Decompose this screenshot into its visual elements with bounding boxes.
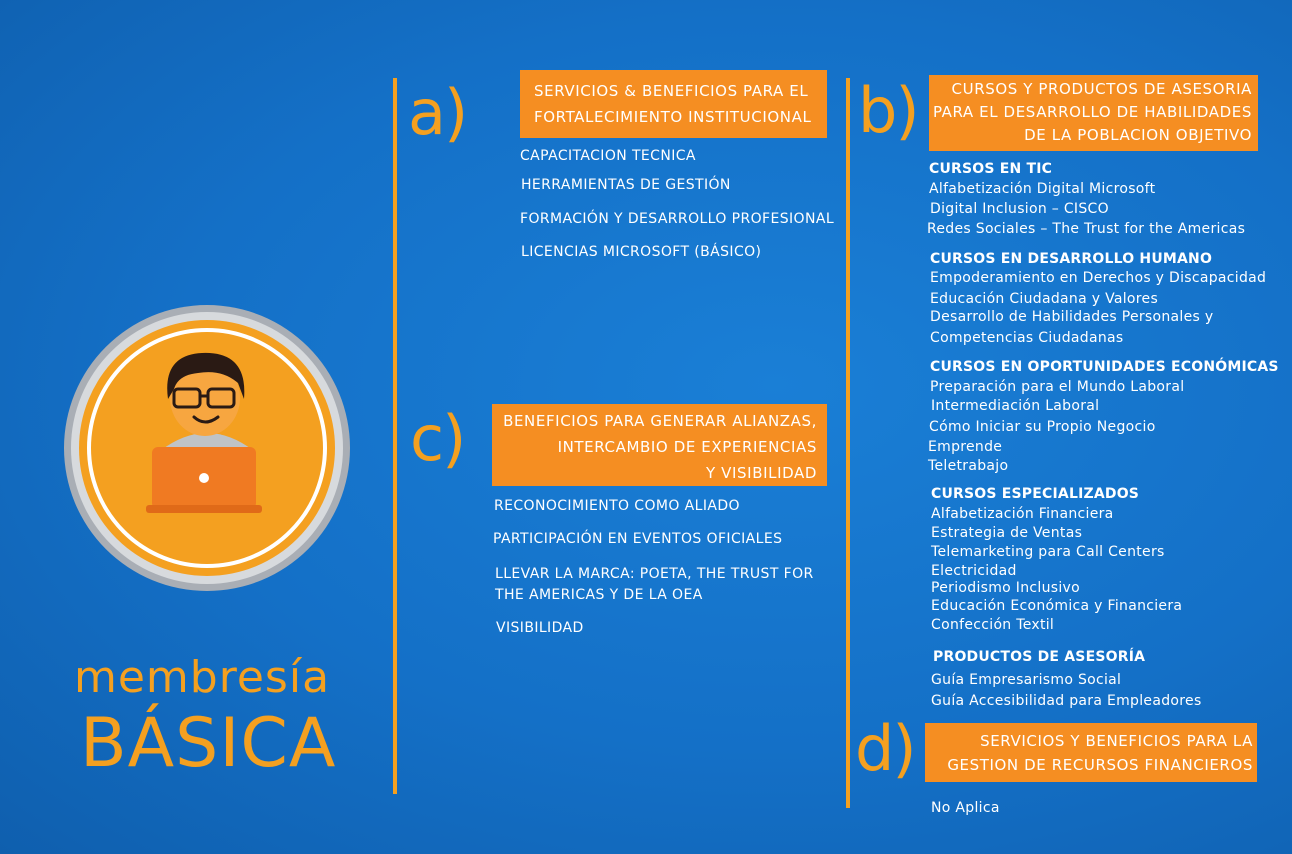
course-item: Alfabetización Digital Microsoft [929,181,1156,197]
course-item: Teletrabajo [928,458,1009,474]
section-a-letter: a) [408,76,467,149]
course-item: Digital Inclusion – CISCO [930,201,1109,217]
course-item: Electricidad [931,563,1017,579]
course-item: Periodismo Inclusivo [931,580,1080,596]
course-item: Empoderamiento en Derechos y Discapacidad [930,270,1267,286]
course-item: Estrategia de Ventas [931,525,1083,541]
course-item: Confección Textil [931,617,1055,633]
person-laptop-icon [62,303,352,593]
section-c-letter: c) [410,402,465,475]
course-item: Cómo Iniciar su Propio Negocio [929,419,1156,435]
section-d-item: No Aplica [931,800,1000,816]
membership-label: membresía [74,652,331,703]
course-item: Guía Empresarismo Social [931,672,1122,688]
course-item: Telemarketing para Call Centers [931,544,1165,560]
course-item: Educación Económica y Financiera [931,598,1183,614]
course-item: Desarrollo de Habilidades Personales y [930,309,1214,325]
section-c-item: VISIBILIDAD [496,620,584,636]
group-title: CURSOS ESPECIALIZADOS [931,486,1140,502]
section-d-letter: d) [855,712,915,785]
course-item: Guía Accesibilidad para Empleadores [931,693,1202,709]
course-item: Alfabetización Financiera [931,506,1114,522]
section-a-item: LICENCIAS MICROSOFT (BÁSICO) [521,244,762,260]
section-a-item: CAPACITACION TECNICA [520,148,696,164]
section-b-heading: CURSOS Y PRODUCTOS DE ASESORIA PARA EL DESARROLLO DE HABILIDADES DE LA POBLACION OBJETIVO [929,75,1258,151]
group-title: CURSOS EN TIC [929,161,1053,177]
section-b-letter: b) [858,74,918,147]
divider-left [393,78,397,794]
section-a-heading: SERVICIOS & BENEFICIOS PARA EL FORTALECIMIENTO INSTITUCIONAL [520,70,827,138]
section-c-item: PARTICIPACIÓN EN EVENTOS OFICIALES [493,531,783,547]
membership-tier: BÁSICA [80,704,337,783]
course-item: Competencias Ciudadanas [930,330,1124,346]
group-title: CURSOS EN OPORTUNIDADES ECONÓMICAS [930,359,1279,375]
section-c-heading: BENEFICIOS PARA GENERAR ALIANZAS, INTERCAMBIO DE EXPERIENCIAS Y VISIBILIDAD [492,404,827,486]
course-item: Preparación para el Mundo Laboral [930,379,1185,395]
section-a-item: HERRAMIENTAS DE GESTIÓN [521,177,731,193]
section-c-item: LLEVAR LA MARCA: POETA, THE TRUST FOR [495,566,814,582]
course-item: Redes Sociales – The Trust for the Americas [927,221,1246,237]
section-c-item: RECONOCIMIENTO COMO ALIADO [494,498,740,514]
course-item: Intermediación Laboral [931,398,1100,414]
course-item: Educación Ciudadana y Valores [930,291,1159,307]
group-title: CURSOS EN DESARROLLO HUMANO [930,251,1213,267]
section-a-item: FORMACIÓN Y DESARROLLO PROFESIONAL [520,211,835,227]
section-d-heading: SERVICIOS Y BENEFICIOS PARA LA GESTION DE RECURSOS FINANCIEROS [925,723,1257,782]
section-c-item: THE AMERICAS Y DE LA OEA [495,587,703,603]
divider-right [846,78,850,808]
course-item: Emprende [928,439,1003,455]
group-title: PRODUCTOS DE ASESORÍA [933,649,1146,665]
